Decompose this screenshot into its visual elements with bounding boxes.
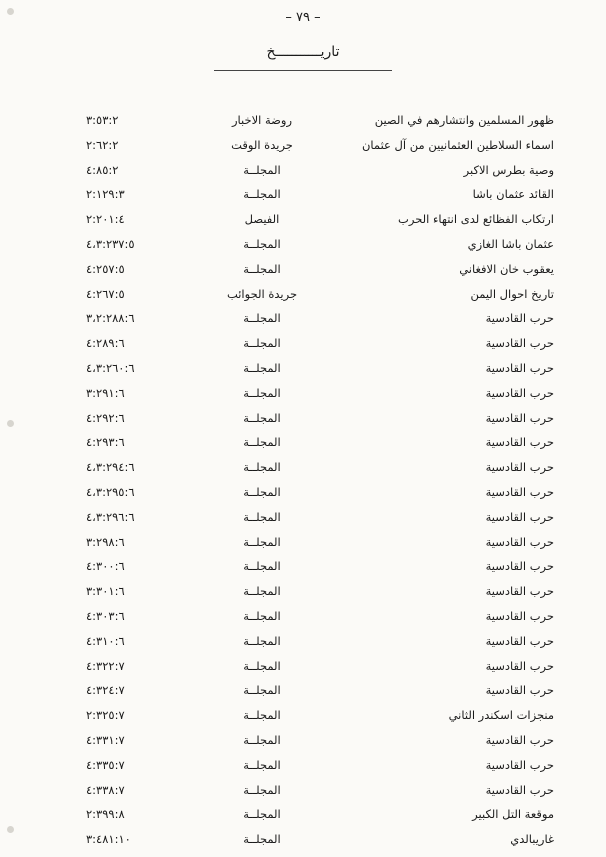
- article-title: حرب القادسية: [485, 782, 554, 797]
- reference-number: ٤:٨٥:٢: [86, 162, 119, 177]
- source-name: المجلــة: [243, 832, 281, 847]
- reference-number: ٤:٣٢٤:٧: [86, 683, 125, 698]
- source-name: المجلــة: [243, 336, 281, 351]
- source-name: المجلــة: [243, 410, 281, 425]
- reference-number: ٢:٢٠١:٤: [86, 212, 125, 227]
- source-name: المجلــة: [243, 782, 281, 797]
- index-table: [0, 108, 606, 847]
- article-title: حرب القادسية: [485, 609, 554, 623]
- table-row: [0, 530, 606, 554]
- source-name: المجلــة: [243, 460, 281, 475]
- table-row: [0, 182, 606, 206]
- reference-number: ٤:٢٦٧:٥: [86, 286, 125, 301]
- reference-number: ٣:٤٨١:١٠: [86, 832, 131, 847]
- source-name: الفيصل: [244, 212, 280, 227]
- page-heading: تاريـــــــــــخ: [266, 44, 340, 60]
- reference-number: ٤:٣٢٢:٧: [86, 658, 125, 673]
- source-name: المجلــة: [243, 683, 281, 698]
- reference-number: ٢:٣٩٩:٨: [86, 807, 125, 822]
- reference-number: ٤،٣:٢٩٥:٦: [86, 485, 135, 499]
- table-row: [0, 827, 606, 851]
- reference-number: ٣:٢٩١:٦: [86, 385, 125, 400]
- source-name: المجلــة: [243, 584, 281, 599]
- reference-number: ٤:٣٠٣:٦: [86, 609, 125, 623]
- table-row: [0, 753, 606, 777]
- article-title: حرب القادسية: [485, 757, 554, 772]
- table-row: [0, 604, 606, 628]
- source-name: المجلــة: [243, 311, 281, 326]
- reference-number: ٣:٢٩٨:٦: [86, 534, 125, 549]
- table-row: [0, 232, 606, 256]
- reference-number: ٤،٣:٢٦٠:٦: [86, 361, 135, 375]
- table-row: [0, 505, 606, 529]
- reference-number: ٤:٣٣٨:٧: [86, 782, 125, 797]
- reference-number: ٤:٢٩٢:٦: [86, 410, 125, 425]
- article-title: حرب القادسية: [485, 361, 554, 375]
- article-title: حرب القادسية: [485, 584, 554, 599]
- source-name: المجلــة: [243, 237, 281, 251]
- table-row: [0, 282, 606, 306]
- table-row: [0, 802, 606, 826]
- article-title: حرب القادسية: [485, 485, 554, 499]
- article-title: حرب القادسية: [485, 460, 554, 475]
- source-name: المجلــة: [243, 633, 281, 648]
- reference-number: ٤،٣:٢٩٦:٦: [86, 509, 135, 524]
- table-row: [0, 678, 606, 702]
- reference-number: ٢:٣٢٥:٧: [86, 708, 125, 723]
- heading-underline: [214, 70, 392, 71]
- reference-number: ٤:٣٣٥:٧: [86, 757, 125, 772]
- reference-number: ٤:٣٠٠:٦: [86, 559, 125, 574]
- article-title: حرب القادسية: [485, 311, 554, 326]
- article-title: موقعة التل الكبير: [472, 807, 554, 822]
- reference-number: ٤:٣٣١:٧: [86, 733, 125, 747]
- table-row: [0, 455, 606, 479]
- reference-number: ٢:٦٢:٢: [86, 137, 119, 152]
- reference-number: ٣:٣٠١:٦: [86, 584, 125, 599]
- article-title: حرب القادسية: [485, 559, 554, 574]
- article-title: حرب القادسية: [485, 336, 554, 351]
- reference-number: ٤،٣:٢٣٧:٥: [86, 237, 135, 251]
- source-name: المجلــة: [243, 485, 281, 499]
- article-title: وصية بطرس الاكبر: [463, 162, 554, 177]
- table-row: [0, 356, 606, 380]
- table-row: [0, 430, 606, 454]
- article-title: منجزات اسكندر الثاني: [448, 708, 554, 723]
- article-title: حرب القادسية: [485, 633, 554, 648]
- source-name: المجلــة: [243, 807, 281, 822]
- source-name: المجلــة: [243, 261, 281, 276]
- article-title: حرب القادسية: [485, 435, 554, 450]
- table-row: [0, 728, 606, 752]
- article-title: حرب القادسية: [485, 733, 554, 747]
- page-number: – ٧٩ –: [285, 10, 321, 25]
- source-name: جريدة الجوائب: [226, 286, 298, 301]
- source-name: جريدة الوقت: [231, 137, 293, 152]
- source-name: روضة الاخبار: [231, 113, 293, 127]
- article-title: عثمان باشا الغازي: [467, 237, 554, 251]
- table-row: [0, 480, 606, 504]
- article-title: حرب القادسية: [485, 509, 554, 524]
- article-title: غاريبالدي: [510, 832, 554, 847]
- table-row: [0, 579, 606, 603]
- source-name: المجلــة: [243, 534, 281, 549]
- article-title: حرب القادسية: [485, 658, 554, 673]
- article-title: حرب القادسية: [485, 385, 554, 400]
- source-name: المجلــة: [243, 609, 281, 623]
- article-title: حرب القادسية: [485, 534, 554, 549]
- source-name: المجلــة: [243, 509, 281, 524]
- table-row: [0, 381, 606, 405]
- table-row: [0, 554, 606, 578]
- reference-number: ٢:١٢٩:٣: [86, 187, 125, 202]
- table-row: [0, 108, 606, 132]
- article-title: حرب القادسية: [485, 683, 554, 698]
- source-name: المجلــة: [243, 187, 281, 202]
- article-title: ظهور المسلمين وانتشارهم في الصين: [374, 113, 554, 127]
- table-row: [0, 331, 606, 355]
- article-title: تاريخ احوال اليمن: [470, 286, 554, 301]
- reference-number: ٤:٢٥٧:٥: [86, 261, 125, 276]
- punch-hole-mark: [7, 8, 14, 15]
- article-title: ارتكاب الفظائع لدى انتهاء الحرب: [398, 212, 554, 227]
- table-row: [0, 629, 606, 653]
- source-name: المجلــة: [243, 658, 281, 673]
- table-row: [0, 306, 606, 330]
- table-row: [0, 133, 606, 157]
- reference-number: ٣:٥٣:٢: [86, 113, 119, 127]
- reference-number: ٤:٢٩٣:٦: [86, 435, 125, 450]
- source-name: المجلــة: [243, 385, 281, 400]
- table-row: [0, 654, 606, 678]
- article-title: يعقوب خان الافغاني: [459, 261, 554, 276]
- reference-number: ٤:٣١٠:٦: [86, 633, 125, 648]
- source-name: المجلــة: [243, 757, 281, 772]
- source-name: المجلــة: [243, 162, 281, 177]
- article-title: اسماء السلاطين العثمانيين من آل عثمان: [361, 137, 554, 152]
- article-title: حرب القادسية: [485, 410, 554, 425]
- article-title: القائد عثمان باشا: [472, 187, 554, 202]
- source-name: المجلــة: [243, 733, 281, 747]
- table-row: [0, 406, 606, 430]
- reference-number: ٤،٣:٢٩٤:٦: [86, 460, 135, 475]
- table-row: [0, 703, 606, 727]
- source-name: المجلــة: [243, 361, 281, 375]
- source-name: المجلــة: [243, 708, 281, 723]
- table-row: [0, 158, 606, 182]
- reference-number: ٤:٢٨٩:٦: [86, 336, 125, 351]
- table-row: [0, 778, 606, 802]
- table-row: [0, 257, 606, 281]
- table-row: [0, 207, 606, 231]
- reference-number: ٣،٢:٢٨٨:٦: [86, 311, 135, 326]
- source-name: المجلــة: [243, 435, 281, 450]
- source-name: المجلــة: [243, 559, 281, 574]
